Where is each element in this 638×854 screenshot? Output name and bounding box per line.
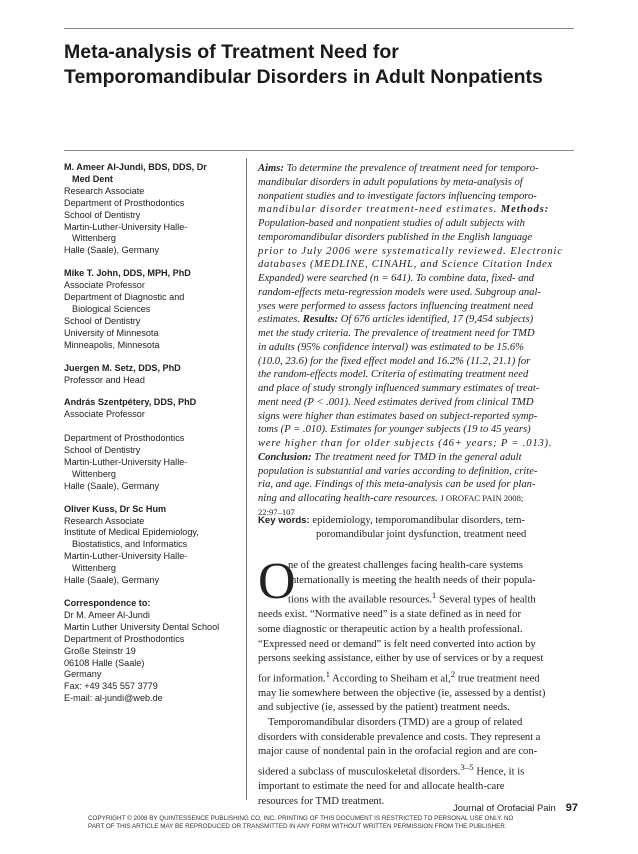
correspondence-fax: Fax: +49 345 557 3779 xyxy=(64,681,158,692)
abstract-results-label: Results: xyxy=(302,314,339,326)
journal-citation: J OROFAC PAIN 2008; xyxy=(440,493,524,503)
page-number: 97 xyxy=(565,802,578,814)
author-affiliation: Halle (Saale), Germany xyxy=(64,245,160,256)
keywords-text: epidemiology, temporomandibular disorders, tem- xyxy=(312,515,525,526)
abstract-line: mandibular disorders in adult populations by meta-analysis of xyxy=(258,176,523,188)
author-affiliation: University of Minnesota xyxy=(64,327,159,338)
keywords-text: poromandibular joint dysfunction, treatment need xyxy=(316,529,527,540)
author-name: M. Ameer Al-Jundi, BDS, DDS, Dr xyxy=(64,162,207,172)
correspondence-line: Große Steinstr 19 xyxy=(64,645,136,656)
author-name: Oliver Kuss, Dr Sc Hum xyxy=(64,503,167,514)
abstract-line: population is substantial and varies according to definition, crite- xyxy=(258,465,538,477)
title-line: Temporomandibular Disorders in Adult Nonpatients xyxy=(64,66,543,88)
body-line: disorders with considerable prevalence and costs. They represent a xyxy=(258,731,541,743)
author-affiliation: School of Dentistry xyxy=(64,209,141,220)
footer-journal xyxy=(420,802,578,814)
abstract-conclusion-label: Conclusion: xyxy=(258,451,312,463)
copyright-notice xyxy=(88,815,558,831)
author-name: Juergen M. Setz, DDS, PhD xyxy=(64,362,181,373)
author-name: Mike T. John, DDS, MPH, PhD xyxy=(64,268,191,279)
body-line: major cause of nondental pain in the orofacial region and are con- xyxy=(258,746,538,758)
column-divider xyxy=(246,158,247,800)
correspondence-line: Germany xyxy=(64,669,102,680)
author-affiliation: Wittenberg xyxy=(72,563,116,574)
abstract-line: yses were performed to assess factors influencing treatment need xyxy=(258,300,534,312)
author-affiliation xyxy=(64,421,244,433)
body-line: true treatment need xyxy=(457,673,540,685)
body-line: some diagnostic or therapeutic action by a health professional. xyxy=(258,623,523,635)
author-affiliation: Associate Professor xyxy=(64,280,145,291)
author-affiliation: Biological Sciences xyxy=(72,303,151,314)
author-sidebar xyxy=(64,162,244,705)
author-affiliation: Martin-Luther-University Halle- xyxy=(64,551,188,562)
body-line: Hence, it is xyxy=(476,766,525,778)
abstract-line: Population-based and nonpatient studies of adult subjects with xyxy=(258,218,525,229)
footnote-ref: 2 xyxy=(450,668,456,679)
abstract-line: the random-effects model. Criteria of estimating treatment need xyxy=(258,369,529,381)
abstract-line: Expanded) were searched (n = 641). To combine data, fixed- and xyxy=(258,273,535,284)
abstract-line: nonpatient studies and to investigate factors influencing temporo- xyxy=(258,190,537,202)
author-affiliation: Professor and Head xyxy=(64,374,145,385)
body-line: ne of the greatest challenges facing health-care systems xyxy=(288,560,524,571)
author-affiliation: Department of Diagnostic and xyxy=(64,292,185,303)
abstract-line: signs were higher than estimates based on subject-reported symp- xyxy=(258,410,538,422)
author-affiliation: Minneapolis, Minnesota xyxy=(64,339,160,350)
abstract-line: estimates. xyxy=(258,314,301,326)
title-rule xyxy=(64,150,574,151)
keywords xyxy=(258,514,578,542)
drop-cap: O xyxy=(258,553,296,610)
copyright-line: PART OF THIS ARTICLE MAY BE REPRODUCED OR TRANSMITTED IN ANY FORM WITHOUT WRITTEN PERMISSION FROM THE PUBLISHER. xyxy=(88,823,507,831)
author-affiliation: Biostatistics, and Informatics xyxy=(72,539,188,550)
body-line: Temporomandibular disorders (TMD) are a group of related xyxy=(268,717,523,728)
footnote-ref: 3–5 xyxy=(460,761,474,772)
abstract-line: ment need (P < .001). Need estimates derived from clinical TMD xyxy=(258,396,534,408)
abstract-line: were higher than for older subjects (46+ years; P = .013). xyxy=(258,438,553,449)
author-name: Med Dent xyxy=(72,173,113,184)
author-affiliation: Department of Prosthodontics xyxy=(64,197,185,208)
correspondence-line: Martin Luther University Dental School xyxy=(64,621,220,632)
author-affiliation: Halle (Saale), Germany xyxy=(64,575,160,586)
abstract-line: ria, and age. Findings of this meta-analysis can be used for plan- xyxy=(258,479,536,491)
author-affiliation: Wittenberg xyxy=(72,468,116,479)
abstract-line: random-effects meta-regression models were used. Subgroup anal- xyxy=(258,286,541,298)
body-line: may lie somewhere between the objective (ie, assessed by a dentist) xyxy=(258,687,546,699)
author-affiliation: Martin-Luther-University Halle- xyxy=(64,221,188,232)
author-affiliation: Martin-Luther-University Halle- xyxy=(64,456,188,467)
abstract-line: met the study criteria. The prevalence of treatment need for TMD xyxy=(258,328,535,339)
author-affiliation: School of Dentistry xyxy=(64,315,141,326)
author-affiliation: Institute of Medical Epidemiology, xyxy=(64,527,199,538)
top-rule xyxy=(64,28,574,29)
correspondence-line: 06108 Halle (Saale) xyxy=(64,657,145,668)
abstract-line: ning and allocating health-care resources. xyxy=(258,493,438,504)
abstract-line: and place of study strongly influenced summary estimates of treat- xyxy=(258,383,540,394)
body-line: According to Sheiham et al, xyxy=(332,673,451,685)
keywords-label: Key words: xyxy=(258,515,310,526)
author-name: András Szentpétery, DDS, PhD xyxy=(64,397,197,408)
footnote-ref: 1 xyxy=(325,668,331,679)
correspondence-line: Department of Prosthodontics xyxy=(64,633,185,644)
abstract xyxy=(258,162,576,520)
body-line: “Expressed need or demand” is felt need converted into action by xyxy=(258,638,536,650)
body-line: and subjective (ie, assessed by the patient) treatment needs. xyxy=(258,702,510,714)
journal-citation: 22:97–107 xyxy=(258,506,295,517)
body-text xyxy=(258,559,576,809)
correspondence-heading: Correspondence to: xyxy=(64,597,151,608)
body-line: sidered a subclass of musculoskeletal disorders. xyxy=(258,766,461,778)
copyright-line: COPYRIGHT © 2008 BY QUINTESSENCE PUBLISHING CO, INC. PRINTING OF THIS DOCUMENT IS RESTRICTED TO PERSONAL USE ONLY. NO xyxy=(88,815,514,822)
correspondence-email[interactable]: E-mail: al-jundi@web.de xyxy=(64,693,163,704)
body-line: for information. xyxy=(258,673,326,685)
author-affiliation: Research Associate xyxy=(64,515,145,526)
body-line: important to estimate the need for and allocate health-care xyxy=(258,780,505,792)
abstract-line: Of 676 articles identified, 17 (9,454 subjects) xyxy=(340,314,534,326)
author-affiliation: School of Dentistry xyxy=(64,445,141,456)
body-line: needs exist. “Normative need” is a state defined as in need for xyxy=(258,609,521,621)
author-affiliation: Department of Prosthodontics xyxy=(64,433,185,444)
body-line: internationally is meeting the health needs of their popula- xyxy=(288,574,536,586)
body-line: tions with the available resources. xyxy=(288,594,432,606)
abstract-line: toms (P = .010). Estimates for younger subjects (19 to 45 years) xyxy=(258,424,531,436)
body-line: persons seeking assistance, either by use of services or by a request xyxy=(258,653,544,665)
title-line: Meta-analysis of Treatment Need for xyxy=(64,41,399,63)
body-line: Several types of health xyxy=(438,594,536,606)
abstract-line: mandibular disorder treatment-need estimates. xyxy=(258,204,498,216)
article-title xyxy=(64,40,584,90)
abstract-line: temporomandibular disorders published in the English language xyxy=(258,231,533,243)
abstract-line: prior to July 2006 were systematically reviewed. Electronic xyxy=(258,245,563,257)
correspondence-line: Dr M. Ameer Al-Jundi xyxy=(64,609,150,620)
author-affiliation: Wittenberg xyxy=(72,233,116,244)
abstract-line: The treatment need for TMD in the general adult xyxy=(314,451,522,463)
abstract-line: databases (MEDLINE, CINAHL, and Science Citation Index xyxy=(258,259,553,271)
footnote-ref: 1 xyxy=(431,590,437,601)
abstract-aims-label: Aims: xyxy=(258,163,284,174)
author-affiliation: Associate Professor xyxy=(64,409,145,420)
author-affiliation: Halle (Saale), Germany xyxy=(64,480,160,491)
abstract-line: (10.0, 23.6) for the fixed effect model and 16.2% (11.2, 21.1) for xyxy=(258,355,531,367)
abstract-line: in adults (95% confidence interval) was estimated to be 15.6% xyxy=(258,341,524,353)
journal-name: Journal of Orofacial Pain xyxy=(453,802,556,813)
abstract-line: To determine the prevalence of treatment need for temporo- xyxy=(286,163,539,174)
body-line: resources for TMD treatment. xyxy=(258,795,385,807)
author-affiliation: Research Associate xyxy=(64,185,145,196)
abstract-methods-label: Methods: xyxy=(500,204,550,216)
